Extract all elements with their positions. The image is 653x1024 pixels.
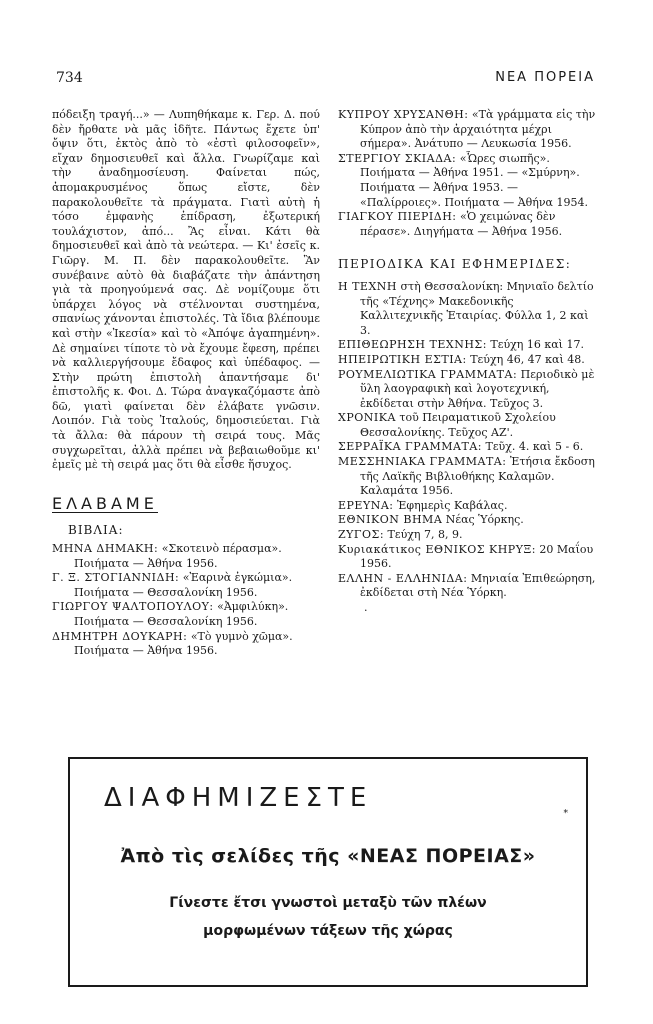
books-heading: ΒΙΒΛΙΑ:	[68, 523, 124, 538]
periodical-title: ΡΟΥΜΕΛΙΩΤΙΚΑ ΓΡΑΜΜΑΤΑ:	[338, 367, 518, 381]
periodical-entry	[338, 368, 600, 412]
books-list	[52, 542, 320, 659]
periodical-details: Τεύχη 16 καὶ 17.	[490, 338, 584, 352]
periodical-entry	[338, 572, 600, 601]
periodical-entry	[338, 280, 600, 338]
periodical-details: 20 Μαΐου 1956.	[360, 542, 594, 571]
periodical-title: ΧΡΟΝΙΚΑ	[338, 411, 396, 425]
end-dot: .	[364, 601, 368, 614]
periodical-entry	[338, 528, 600, 543]
book-entry	[52, 571, 320, 600]
periodical-entry	[338, 499, 600, 514]
periodical-title: ΕΘΝΙΚΟΝ ΒΗΜΑ	[338, 513, 443, 527]
correspondence-text: πόδειξη τραγή...» — Λυπηθήκαμε κ. Γερ. Δ. πού δὲν ἤρθατε νὰ μᾶς ἰδῆτε. Πάντως ἔχετε ὑπ' ὄψιν ὅτι, ἐκτὸς ἀπὸ τὸ «ἐστὶ φιλοσοφεῖν», εἴχαν δημοσιευθεῖ καὶ ἄλλα. Γνωρίζαμε καὶ τὴν ἀναδημοσίευση. Φαίνεται πώς, ἀπομακρυσμένος ὅπως εἴστε, δὲν παρακολουθεῖτε τὰ πράγματα. Γιατὶ αὐτὴ ἡ τόσο ἐμφανὴς ἐπίδραση, ἐξωτερική τουλάχιστον, ἀπό... Ἂς εἶναι. Κάτι θὰ δημοσιευθεῖ καὶ ἀπὸ τὰ νεώτερα. — Κι' ἐσεῖς κ. Γιῶργ. Μ. Π. δὲν παρακολουθεῖτε. Ἂν συνέβαινε αὐτὸ θὰ διαβάζατε τὴν ἀπάντηση γιὰ τὰ προηγούμενά σας. Δὲ νομίζουμε ὅτι ὑπάρχει λόγος νὰ στέλνονται συστημένα, σπανίως χάνονται ἐπιστολές. Τὰ ἴδια βλέπουμε καὶ στὴν «Ἰκεσία» καὶ τὸ «Ἀπόψε ἀγαπημένη». Δὲ σημαίνει τίποτε τὸ νὰ ἔχουμε ἔφεση, πρέπει νὰ καλλιεργήσουμε ἔδαφος καὶ ὑπέδαφος. — Στὴν πρώτη ἐπιστολὴ ἀπαντήσαμε δι' ἐπιστολῆς κ. Φοι. Δ. Τώρα ἀναγκαζόμαστε ἀπὸ δῶ, γιατὶ φαίνεται δὲν ἐλάβατε γνῶσιν. Λοιπόν. Γιὰ τοὺς Ἰταλούς, δημοσιεύεται. Γιὰ τὰ ἄλλα: θὰ πάρουν τὴ σειρά τους. Μᾶς συγχωρεῖται, ἀλλὰ πρέπει νὰ βεβαιωθοῦμε κι' ἐμεῖς μὲ τὴ σειρά μας ὅτι θὰ εἶσθε ἥσυχος.	[52, 108, 320, 472]
book-details: «Ὧρες σιωπῆς». Ποιήματα — Ἀθήνα 1951. — «Σμύρνη». Ποιήματα — Ἀθήνα 1953. — «Παλίρροιες». Ποιήματα — Ἀθήνα 1954.	[360, 151, 588, 209]
periodical-entry	[338, 338, 600, 353]
book-entry	[52, 542, 320, 571]
periodical-title: ΕΡΕΥΝΑ:	[338, 498, 394, 512]
books-list-continued	[338, 108, 600, 239]
book-author: ΓΙΑΓΚΟΥ ΠΙΕΡΙΔΗ:	[338, 210, 457, 224]
advertisement-line: Γίνεστε ἔτσι γνωστοὶ μεταξὺ τῶν πλέων	[169, 895, 487, 911]
book-entry	[338, 108, 600, 152]
periodical-entry	[338, 440, 600, 455]
periodical-title: Κυριακάτικος ΕΘΝΙΚΟΣ ΚΗΡΥΞ:	[338, 542, 536, 556]
periodical-entry	[338, 513, 600, 528]
book-entry	[52, 600, 320, 629]
advertisement-subtitle: Ἀπὸ τὶς σελίδες τῆς «ΝΕΑΣ ΠΟΡΕΙΑΣ»	[120, 845, 536, 867]
periodical-details: Περιοδικὸ μὲ ὕλη λαογραφικὴ καὶ λογοτεχνική, ἐκδίδεται στὴν Ἀθήνα. Τεῦχος 3.	[360, 367, 595, 410]
book-details: «Ὁ χειμώνας δὲν πέρασε». Διηγήματα — Ἀθήνα 1956.	[360, 210, 563, 238]
book-details: «Σκοτεινὸ πέρασμα». Ποιήματα — Ἀθήνα 1956.	[74, 542, 282, 570]
book-author: ΜΗΝΑ ΔΗΜΑΚΗ:	[52, 542, 159, 556]
page-number: 734	[56, 70, 83, 86]
advertisement-line: μορφωμένων τάξεων τῆς χώρας	[203, 923, 453, 939]
periodical-details: στὴ Θεσσαλονίκη: Μηνιαῖο δελτίο τῆς «Τέχνης» Μακεδονικῆς Καλλιτεχνικῆς Ἑταιρίας. Φύλλα 1, 2 καὶ 3.	[360, 279, 594, 337]
book-author: ΣΤΕΡΓΙΟΥ ΣΚΙΑΔΑ:	[338, 151, 457, 165]
book-details: «Ἐαρινὰ ἐγκώμια». Ποιήματα — Θεσσαλονίκη 1956.	[74, 571, 293, 599]
periodical-title: Η ΤΕΧΝΗ	[338, 279, 398, 293]
periodicals-list	[338, 280, 600, 601]
book-author: ΓΙΩΡΓΟΥ ΨΑΛΤΟΠΟΥΛΟΥ:	[52, 600, 214, 614]
book-entry	[338, 152, 600, 210]
periodical-details: Τεύχη 7, 8, 9.	[387, 528, 463, 542]
book-author: ΔΗΜΗΤΡΗ ΔΟΥΚΑΡΗ:	[52, 629, 188, 643]
periodical-details: Νέας Ὑόρκης.	[445, 513, 524, 527]
periodical-entry	[338, 455, 600, 499]
periodical-details: Ἐφημερὶς Καβάλας.	[397, 498, 508, 512]
periodical-entry	[338, 543, 600, 572]
running-head: ΝΕΑ ΠΟΡΕΙΑ	[495, 70, 595, 85]
periodical-title: ΕΛΛΗΝ - ΕΛΛΗΝΙΔΑ:	[338, 571, 468, 585]
left-column	[52, 108, 320, 659]
periodical-title: ΕΠΙΘΕΩΡΗΣΗ ΤΕΧΝΗΣ:	[338, 338, 487, 352]
book-author: ΚΥΠΡΟΥ ΧΡΥΣΑΝΘΗ:	[338, 108, 469, 121]
periodical-title: ΜΕΣΣΗΝΙΑΚΑ ΓΡΑΜΜΑΤΑ:	[338, 455, 507, 469]
periodical-details: Τεύχη 46, 47 καὶ 48.	[470, 352, 585, 366]
book-details: «Ἀμφιλύκη». Ποιήματα — Θεσσαλονίκη 1956.	[74, 600, 289, 628]
periodical-details: τοῦ Πειραματικοῦ Σχολείου Θεσσαλονίκης. Τεῦχος ΑΖ'.	[360, 411, 556, 439]
book-entry	[338, 210, 600, 239]
book-entry	[52, 630, 320, 659]
periodical-entry	[338, 353, 600, 368]
book-author: Γ. Ξ. ΣΤΟΓΙΑΝΝΙΔΗ:	[52, 571, 180, 585]
periodical-entry	[338, 411, 600, 440]
periodical-title: ΗΠΕΙΡΩΤΙΚΗ ΕΣΤΙΑ:	[338, 352, 467, 366]
advertisement-title: ΔΙΑΦΗΜΙΖΕΣΤΕ	[104, 783, 373, 813]
advertisement-box	[68, 757, 588, 987]
book-details: «Τὸ γυμνὸ χῶμα». Ποιήματα — Ἀθήνα 1956.	[74, 629, 293, 658]
periodical-details: Ἐτήσια ἔκδοση τῆς Λαϊκῆς Βιβλιοθήκης Καλαμῶν. Καλαμάτα 1956.	[360, 455, 595, 498]
received-heading: ΕΛΑΒΑΜΕ	[52, 493, 158, 513]
periodical-details: Μηνιαία Ἐπιθεώρηση, ἐκδίδεται στὴ Νέα Ὑόρκη.	[360, 571, 596, 600]
advertisement-mark: *	[563, 809, 568, 819]
periodical-title: ΣΕΡΡΑΪΚΑ ΓΡΑΜΜΑΤΑ:	[338, 440, 482, 454]
periodicals-heading: ΠΕΡΙΟΔΙΚΑ ΚΑΙ ΕΦΗΜΕΡΙΔΕΣ:	[338, 257, 572, 272]
book-details: «Τὰ γράμματα εἰς τὴν Κύπρον ἀπὸ τὴν ἀρχαιότητα μέχρι σήμερα». Ἀνάτυπο — Λευκωσία 1956.	[360, 108, 596, 151]
periodical-details: Τεῦχ. 4. καὶ 5 - 6.	[485, 440, 584, 454]
right-column	[338, 108, 600, 616]
periodical-title: ΖΥΓΟΣ:	[338, 528, 385, 542]
